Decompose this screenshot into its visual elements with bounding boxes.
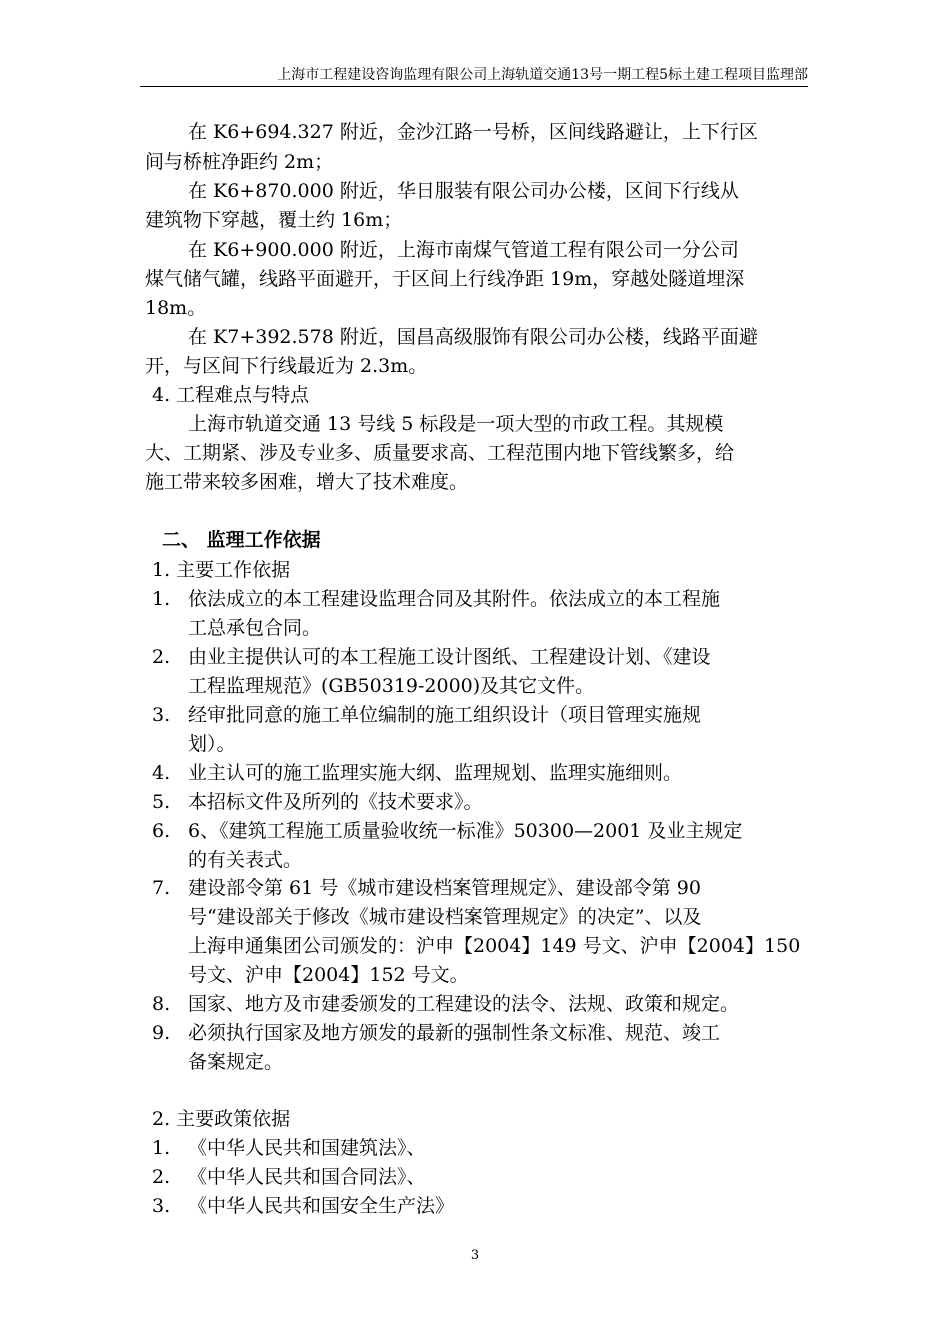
subsection-heading: 1. 主要工作依据 [152,559,291,581]
list-item-line: 《中华人民共和国安全生产法》 [188,1195,455,1217]
list-item-line: 国家、地方及市建委颁发的工程建设的法令、法规、政策和规定。 [188,993,740,1015]
paragraph-line: 上海市轨道交通 13 号线 5 标段是一项大型的市政工程。其规模 [188,413,724,435]
paragraph-line: 大、工期紧、涉及专业多、质量要求高、工程范围内地下管线繁多，给 [145,442,735,464]
list-item-line: 依法成立的本工程建设监理合同及其附件。依法成立的本工程施 [188,588,721,610]
paragraph-line: 在 K6+900.000 附近，上海市南煤气管道工程有限公司一分公司 [188,239,739,261]
paragraph-line: 在 K7+392.578 附近，国昌高级服饰有限公司办公楼，线路平面避 [188,326,758,348]
list-number: 3. [152,704,171,726]
paragraph-line: 施工带来较多困难，增大了技术难度。 [145,471,469,493]
list-item-line: 必须执行国家及地方颁发的最新的强制性条文标准、规范、竣工 [188,1022,721,1044]
list-number: 6. [152,820,171,842]
paragraph-line: 开，与区间下行线最近为 2.3m。 [145,355,428,377]
list-number: 4. [152,762,171,784]
section-heading: 4. 工程难点与特点 [152,384,310,406]
paragraph-line: 18m。 [145,297,207,319]
list-number: 8. [152,993,171,1015]
list-number: 1. [152,588,171,610]
subsection-heading: 2. 主要政策依据 [152,1108,291,1130]
list-number: 9. [152,1022,171,1044]
list-item-line: 建设部令第 61 号《城市建设档案管理规定》、建设部令第 90 [188,877,701,899]
list-number: 3. [152,1195,171,1217]
paragraph-line: 在 K6+870.000 附近，华日服装有限公司办公楼，区间下行线从 [188,180,739,202]
list-item-line: 《中华人民共和国建筑法》、 [188,1137,426,1159]
list-item-line: 工总承包合同。 [188,617,322,639]
header-text: 上海市工程建设咨询监理有限公司上海轨道交通13号一期工程5标土建工程项目监理部 [277,67,808,83]
list-item-line: 工程监理规范》(GB50319-2000)及其它文件。 [188,675,595,697]
paragraph-line: 建筑物下穿越，覆土约 16m； [145,209,403,231]
chapter-heading: 二、 监理工作依据 [162,529,321,551]
list-item-line: 《中华人民共和国合同法》、 [188,1166,426,1188]
list-item-line: 的有关表式。 [188,849,303,871]
list-number: 2. [152,1166,171,1188]
list-item-line: 业主认可的施工监理实施大纲、监理规划、监理实施细则。 [188,762,683,784]
list-item-line: 6、《建筑工程施工质量验收统一标准》50300—2001 及业主规定 [188,820,743,842]
page-number: 3 [470,1248,480,1263]
list-number: 5. [152,791,171,813]
header-rule [140,86,808,87]
paragraph-line: 煤气储气罐，线路平面避开，于区间上行线净距 19m，穿越处隧道埋深 [145,268,745,290]
list-item-line: 上海申通集团公司颁发的：沪申【2004】149 号文、沪申【2004】150 [188,935,801,957]
list-number: 2. [152,646,171,668]
list-item-line: 本招标文件及所列的《技术要求》。 [188,791,483,813]
list-number: 1. [152,1137,171,1159]
list-item-line: 划）。 [188,733,236,755]
list-number: 7. [152,877,171,899]
list-item-line: 号“建设部关于修改《城市建设档案管理规定》的决定”、以及 [188,906,702,928]
list-item-line: 备案规定。 [188,1051,284,1073]
list-item-line: 由业主提供认可的本工程施工设计图纸、工程建设计划、《建设 [188,646,711,668]
paragraph-line: 在 K6+694.327 附近，金沙江路一号桥，区间线路避让，上下行区 [188,121,758,143]
list-item-line: 号文、沪申【2004】152 号文。 [188,964,469,986]
list-item-line: 经审批同意的施工单位编制的施工组织设计（项目管理实施规 [188,704,702,726]
paragraph-line: 间与桥桩净距约 2m； [145,151,334,173]
